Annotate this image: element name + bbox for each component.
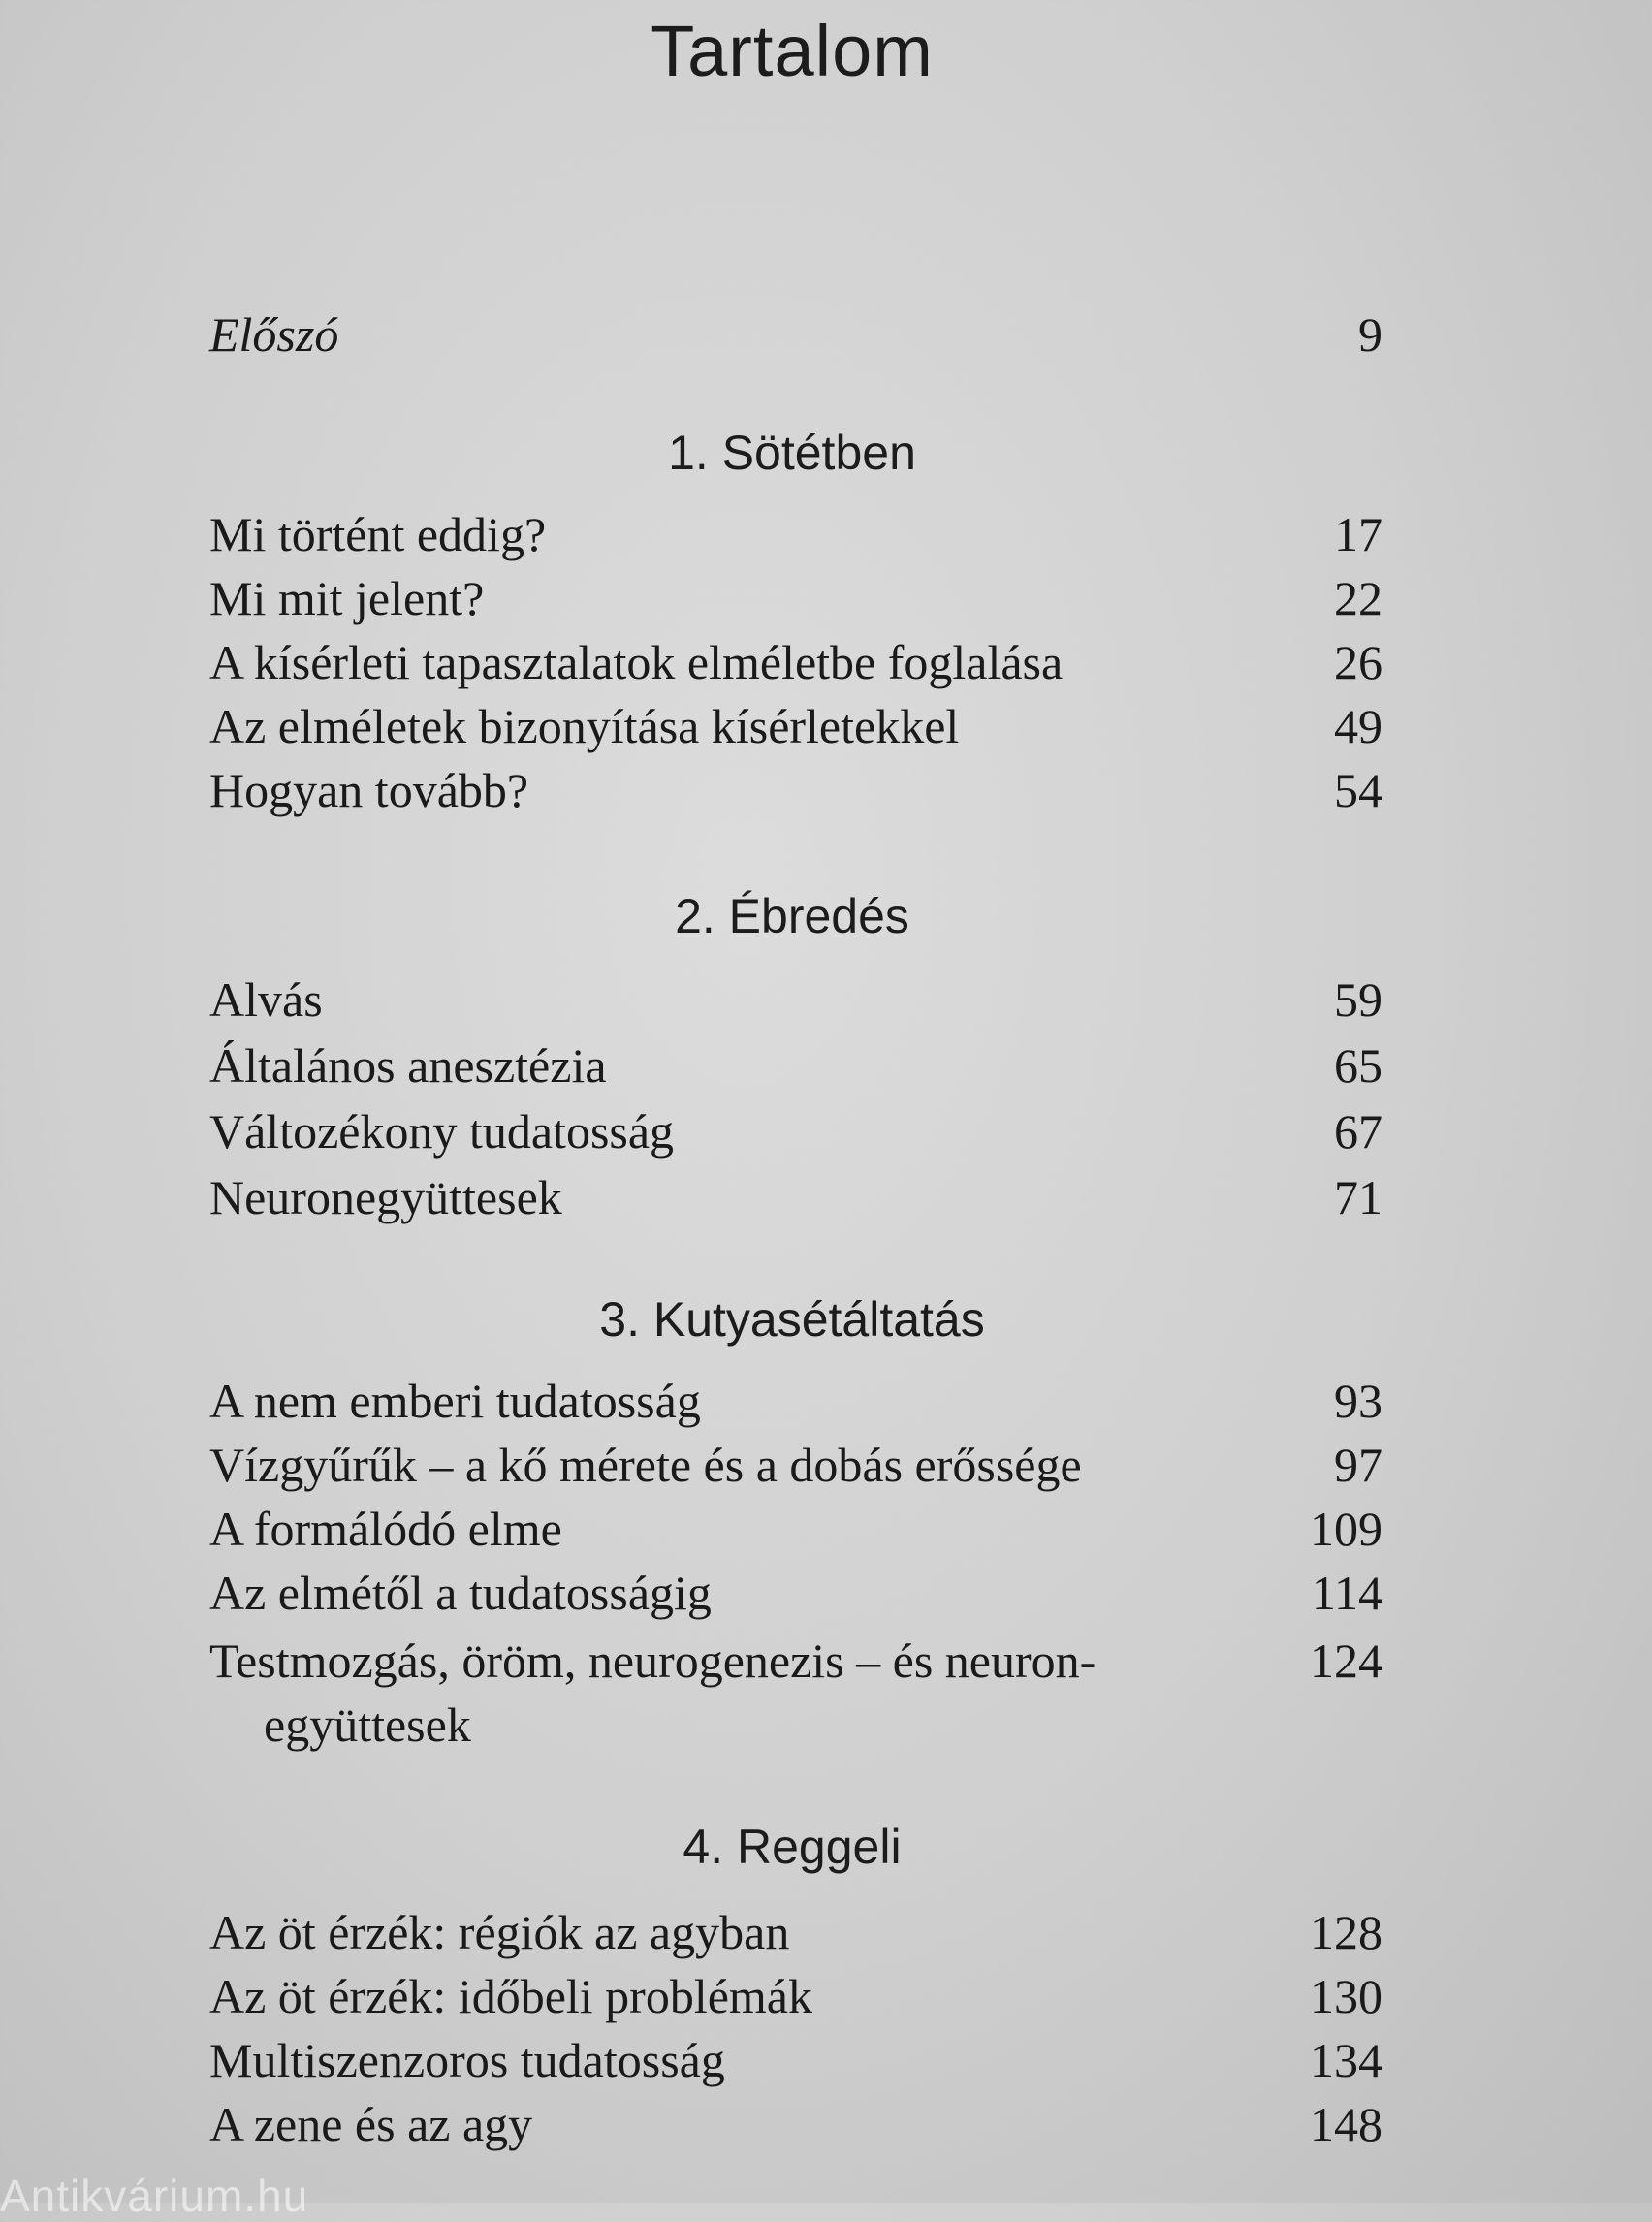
toc-entry-title: A zene és az agy (209, 2097, 533, 2151)
toc-entry[interactable] (209, 1561, 1382, 1625)
toc-entry[interactable] (209, 694, 1382, 758)
chapter-heading-2: 2. Ébredés (675, 889, 909, 943)
toc-entry-title: Az öt érzék: időbeli problémák (209, 1969, 812, 2023)
toc-entry-page: 109 (1310, 1502, 1382, 1556)
toc-entry-title-line2: együttesek (264, 1698, 471, 1752)
toc-entry-page: 93 (1334, 1374, 1382, 1428)
toc-entry-title: A formálódó elme (209, 1502, 562, 1556)
toc-entry-page: 54 (1334, 763, 1382, 817)
toc-entry[interactable] (209, 1964, 1382, 2028)
toc-entry-title: Előszó (209, 307, 339, 362)
toc-entry[interactable] (209, 758, 1382, 822)
toc-entry[interactable] (209, 1629, 1382, 1757)
toc-entry-title: Változékony tudatosság (209, 1104, 675, 1159)
toc-entry[interactable] (209, 1900, 1382, 1964)
toc-entry-page: 97 (1334, 1438, 1382, 1492)
page-title: Tartalom (651, 11, 934, 91)
toc-entry-title: Neuronegyüttesek (209, 1170, 562, 1224)
toc-entry[interactable] (209, 1369, 1382, 1433)
toc-entry-title-line1: Testmozgás, öröm, neurogenezis – és neuron- (209, 1634, 1096, 1688)
toc-entry-title: Multiszenzoros tudatosság (209, 2033, 725, 2087)
toc-entry[interactable] (209, 1433, 1382, 1497)
toc-entry-title: Általános anesztézia (209, 1038, 607, 1093)
chapter-heading-4: 4. Reggeli (683, 1820, 902, 1874)
toc-entry-preface[interactable] (209, 302, 1382, 366)
toc-entry-page: 65 (1334, 1038, 1382, 1093)
toc-entry[interactable] (209, 1033, 1382, 1097)
toc-entry-page: 148 (1310, 2097, 1382, 2151)
toc-entry-title: Az elmétől a tudatosságig (209, 1566, 712, 1620)
toc-entry-page: 49 (1334, 699, 1382, 753)
toc-entry-page: 128 (1310, 1905, 1382, 1959)
chapter-heading-3: 3. Kutyasétáltatás (599, 1292, 985, 1347)
toc-entry-title: Az elméletek bizonyítása kísérletekkel (209, 699, 960, 753)
toc-entry-page: 26 (1334, 635, 1382, 689)
toc-entry-title: A nem emberi tudatosság (209, 1374, 701, 1428)
toc-entry[interactable] (209, 2028, 1382, 2092)
toc-entry-page: 71 (1334, 1170, 1382, 1224)
toc-entry-title: Vízgyűrűk – a kő mérete és a dobás erőssége (209, 1438, 1082, 1492)
toc-entry[interactable] (209, 1165, 1382, 1229)
toc-entry[interactable] (209, 968, 1382, 1032)
toc-entry-page: 67 (1334, 1104, 1382, 1159)
toc-entry-title: Mi mit jelent? (209, 571, 485, 625)
toc-entry-title: Hogyan tovább? (209, 763, 529, 817)
toc-entry[interactable] (209, 630, 1382, 694)
toc-entry-page: 124 (1310, 1634, 1382, 1688)
toc-entry-page: 130 (1310, 1969, 1382, 2023)
toc-entry[interactable] (209, 1099, 1382, 1163)
toc-entry-page: 134 (1310, 2033, 1382, 2087)
watermark: Antikvárium.hu (0, 2171, 309, 2221)
toc-entry-page: 9 (1358, 307, 1382, 362)
chapter-heading-1: 1. Sötétben (668, 426, 916, 480)
toc-entry-page: 114 (1311, 1566, 1382, 1620)
toc-entry-title: Alvás (209, 972, 323, 1027)
toc-entry-title (209, 1629, 1096, 1757)
toc-entry-title: Az öt érzék: régiók az agyban (209, 1905, 790, 1959)
toc-entry[interactable] (209, 2092, 1382, 2156)
toc-entry[interactable] (209, 1497, 1382, 1561)
toc-entry-title: Mi történt eddig? (209, 507, 547, 561)
toc-entry[interactable] (209, 566, 1382, 630)
toc-entry-page: 17 (1334, 507, 1382, 561)
toc-entry-page: 59 (1334, 972, 1382, 1027)
toc-entry[interactable] (209, 502, 1382, 566)
toc-entry-title: A kísérleti tapasztalatok elméletbe foglalása (209, 635, 1064, 689)
toc-entry-page: 22 (1334, 571, 1382, 625)
